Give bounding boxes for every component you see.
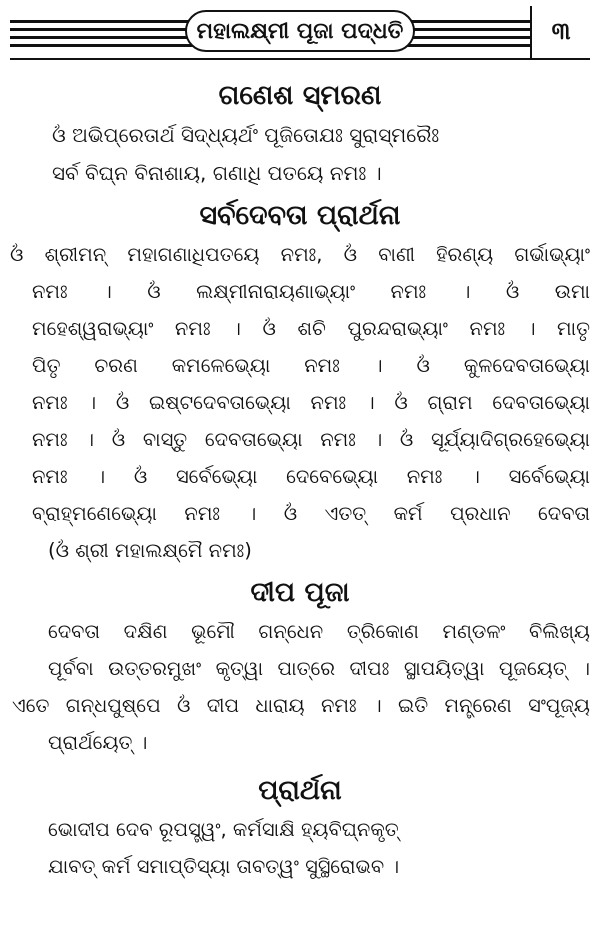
paragraph-line: ପ୍ରାର୍ଥୟେତ୍ । [48,731,148,754]
paragraph-line: ନମଃ । ଓଁ ଲକ୍ଷ୍ମୀନାରାୟଣାଭ୍ୟାଂ ନମଃ । ଓଁ ଉମା [32,280,590,303]
paragraph-line: ନମଃ । ଓଁ ସର୍ବେଭ୍ୟୋ ଦେବେଭ୍ୟୋ ନମଃ । ସର୍ବେଭ୍ୟୋ [32,465,590,488]
paragraph-line: ମହେଶ୍ୱରାଭ୍ୟାଂ ନମଃ । ଓଁ ଶଚି ପୁରନ୍ଦରାଭ୍ୟାଂ ନମଃ । ମାତୃ [32,317,590,340]
paragraph-line: ଯାବତ୍ କର୍ମ ସମାପ୍ତିସ୍ୟା ତାବତ୍ୱଂ ସୁସ୍ଥିରୋଭବ । [48,855,400,878]
running-title: ମହାଲକ୍ଷ୍ମୀ ପୂଜା ପଦ୍ଧତି [185,10,415,52]
paragraph-line: ଦେବତା ଦକ୍ଷିଣ ଭୂମୌ ଗନ୍ଧେନ ତ୍ରିକୋଣ ମଣ୍ଡଳଂ ବିଲିଖ୍ୟ [48,620,590,643]
page-body [0,76,600,885]
section-heading-ganesha-smarana: ଗଣେଶ ସ୍ମରଣ [218,80,382,111]
page-number: ୩ [551,17,571,45]
section-heading-sarvadevata-prarthana: ସର୍ବଦେବତା ପ୍ରାର୍ଥନା [199,200,401,231]
paragraph-line: (ଓଁ ଶ୍ରୀ ମହାଲକ୍ଷ୍ମୈ ନମଃ) [48,539,252,562]
verse-line: ସର୍ବ ବିଘ୍ନ ବିନାଶାୟ, ଗଣାଧି ପତୟେ ନମଃ । [52,161,382,185]
paragraph-line: ବ୍ରାହ୍ମଣେଭ୍ୟୋ ନମଃ । ଓଁ ଏତତ୍ କର୍ମ ପ୍ରଧାନ ଦେବତା [32,502,590,525]
prarthana-paragraph [0,811,600,885]
paragraph-line: ଭୋଦୀପ ଦେବ ରୂପସ୍ତ୍ୱଂ, କର୍ମସାକ୍ଷି ହ୍ୟବିଘ୍ନକୃତ୍ [48,818,399,841]
section-heading-prarthana: ପ୍ରାର୍ଥନା [258,775,342,806]
paragraph-line: ଓଁ ଶ୍ରୀମନ୍ ମହାଗଣାଧିପତୟେ ନମଃ, ଓଁ ବାଣୀ ହିରଣ୍ୟ ଗର୍ଭାଭ୍ୟାଂ [10,243,590,266]
paragraph-line: ପୂର୍ବବା ଉତ୍ତରମୁଖଂ କୃତ୍ୱା ପାତ୍ରେ ଦୀପଃ ସ୍ଥାପୟିତ୍ୱା ପୂଜୟେତ୍ । [48,657,590,680]
deepa-paragraph [0,613,600,761]
prayer-paragraph [0,236,600,569]
verse-line: ଓଁ ଅଭିପ୍ରେତାର୍ଥ ସିଦ୍ଧ୍ୟର୍ଥଂ ପୂଜିତୋଯଃ ସୁରାସ୍ମରୈଃ [52,123,440,147]
page-header [10,6,590,60]
header-bottom-rule [10,58,590,60]
paragraph-line: ନମଃ । ଓଁ ଇଷ୍ଟଦେବତାଭ୍ୟୋ ନମଃ । ଓଁ ଗ୍ରାମ ଦେବତାଭ୍ୟୋ [32,391,590,414]
paragraph-line: ଏତେ ଗନ୍ଧପୁଷ୍ପେ ଓଁ ଦୀପ ଧାରାୟ ନମଃ । ଇତି ମନ୍ତ୍ରେଣ ସଂପୂଜ୍ୟ [12,694,590,717]
paragraph-line: ନମଃ । ଓଁ ବାସ୍ତୁ ଦେବତାଭ୍ୟୋ ନମଃ । ଓଁ ସୂର୍ଯ୍ୟାଦିଗ୍ରହେଭ୍ୟୋ [32,428,590,451]
paragraph-line: ପିତୃ ଚରଣ କମଳେଭ୍ୟୋ ନମଃ । ଓଁ କୁଳଦେବତାଭ୍ୟୋ [32,354,590,377]
section-heading-deepa-puja: ଦୀପ ପୂଜା [250,577,350,608]
